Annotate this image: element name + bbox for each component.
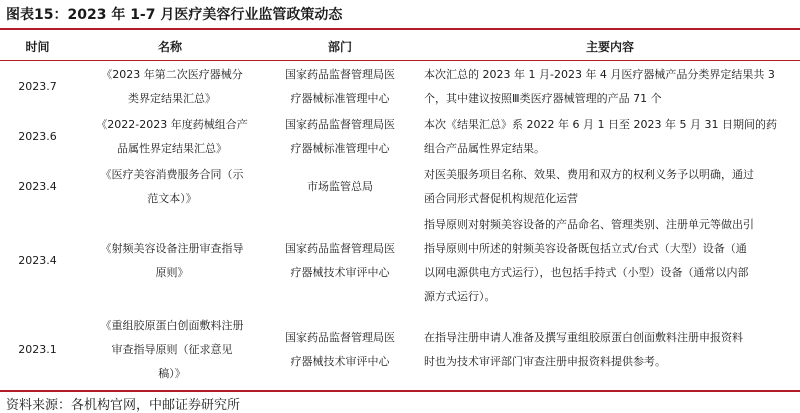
row-content-line: 函合同形式督促机构规范化运营 (424, 192, 578, 205)
row-dept-line: 疗器械技术审评中心 (290, 266, 390, 279)
row-dept-line: 国家药品监督管理局医 (285, 118, 395, 131)
row-name-line: 稿）》 (158, 367, 186, 380)
header-dept: 部门 (327, 40, 352, 54)
row-dept-line: 国家药品监督管理局医 (285, 331, 395, 344)
table-row (0, 212, 800, 310)
row-name-line: 类界定结果汇总》 (128, 92, 216, 105)
row-content-line: 指导原则中所述的射频美容设备既包括立式/台式（大型）设备（通 (424, 242, 747, 255)
row-content-line: 本次《结果汇总》系 2022 年 6 月 1 日至 2023 年 5 月 31 日期间的药 (424, 118, 777, 131)
source-note: 资料来源：各机构官网，中邮证券研究所 (6, 398, 241, 413)
row-name-line: 《2022-2023 年度药械组合产 (96, 118, 248, 131)
row-dept-line: 疗器械标准管理中心 (290, 92, 390, 105)
row-content-line: 对医美服务项目名称、效果、费用和双方的权利义务予以明确，通过 (424, 168, 754, 181)
row-content-line: 时也为技术审评部门审查注册申报资料提供参考。 (424, 355, 666, 368)
row-name-line: 《2023 年第二次医疗器械分 (101, 68, 243, 81)
row-dept-line: 国家药品监督管理局医 (285, 68, 395, 81)
row-time: 2023.1 (18, 343, 57, 356)
row-name (88, 163, 256, 211)
row-name-line: 《射频美容设备注册审查指导 (100, 242, 244, 255)
row-time: 2023.4 (18, 254, 57, 267)
row-content-line: 以网电源供电方式运行），也包括手持式（小型）设备（通常以内部 (424, 266, 749, 279)
row-content-line: 本次汇总的 2023 年 1 月-2023 年 4 月医疗器械产品分类界定结果共 3 (424, 68, 775, 81)
row-content (424, 213, 800, 309)
row-content (424, 326, 800, 374)
row-dept-line: 疗器械技术审评中心 (290, 355, 390, 368)
row-dept-line: 市场监管总局 (307, 180, 373, 193)
row-dept (275, 113, 405, 161)
row-dept-line: 疗器械标准管理中心 (290, 142, 390, 155)
row-name-line: 原则》 (155, 266, 189, 279)
row-dept (275, 237, 405, 285)
row-dept (275, 326, 405, 374)
row-time: 2023.7 (18, 80, 57, 93)
row-name-line: 《医疗美容消费服务合同（示 (100, 168, 244, 181)
header-rule (0, 60, 800, 61)
table-row (0, 62, 800, 112)
header-content: 主要内容 (585, 40, 634, 54)
table-row (0, 112, 800, 162)
row-content-line: 在指导注册申请人准备及撰写重组胶原蛋白创面敷料注册申报资料 (424, 331, 743, 344)
row-time: 2023.4 (18, 180, 57, 193)
table-row (0, 162, 800, 212)
row-name-line: 范文本）》 (147, 192, 197, 205)
top-rule (0, 28, 800, 30)
header-name: 名称 (157, 40, 182, 54)
row-content-line: 源方式运行）。 (424, 290, 496, 303)
row-name-line: 品属性界定结果汇总》 (117, 142, 227, 155)
row-name (88, 237, 256, 285)
row-name (88, 63, 256, 111)
header-time: 时间 (25, 40, 50, 54)
row-content (424, 113, 800, 161)
row-dept-line: 国家药品监督管理局医 (285, 242, 395, 255)
row-content (424, 163, 800, 211)
row-content-line: 个，其中建议按照Ⅲ类医疗器械管理的产品 71 个 (424, 92, 662, 105)
row-name-line: 审查指导原则（征求意见 (111, 343, 233, 356)
bottom-rule (0, 390, 800, 392)
table-row (0, 310, 800, 390)
row-name (88, 113, 256, 161)
row-content-line: 指导原则对射频美容设备的产品命名、管理类别、注册单元等做出引 (424, 218, 754, 231)
row-dept (275, 63, 405, 111)
row-content (424, 63, 800, 111)
row-time: 2023.6 (18, 130, 57, 143)
row-content-line: 组合产品属性界定结果。 (424, 142, 545, 155)
row-name-line: 《重组胶原蛋白创面敷料注册 (100, 319, 244, 332)
figure-title: 图表15：2023 年 1-7 月医疗美容行业监管政策动态 (6, 7, 343, 23)
row-name (88, 314, 256, 386)
row-dept (275, 175, 405, 199)
